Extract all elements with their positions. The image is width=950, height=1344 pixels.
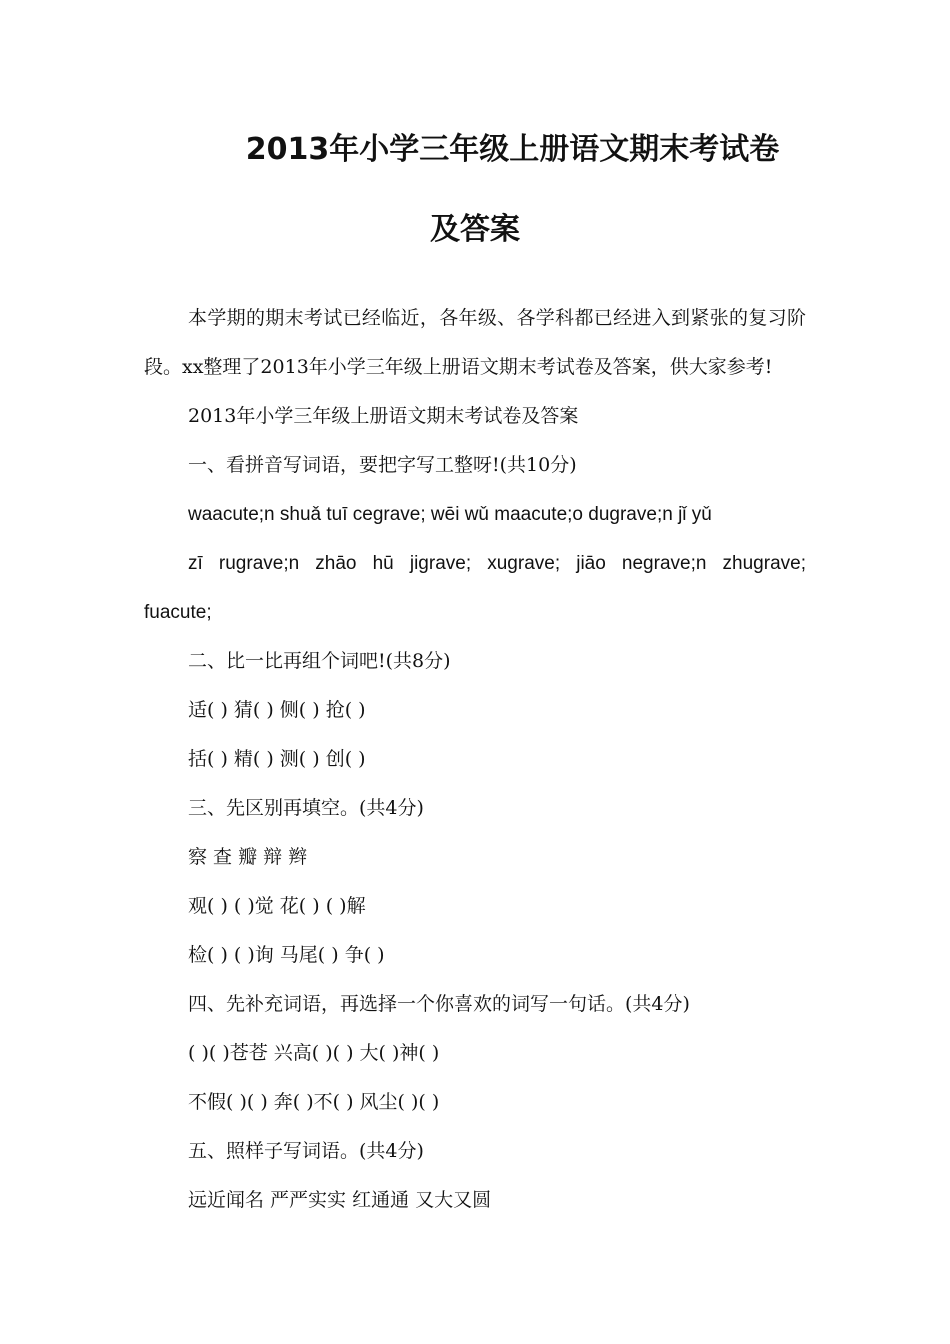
document-title	[144, 110, 806, 270]
section-4-row-2: 不假( )( ) 奔( )不( ) 风尘( )( )	[188, 1091, 440, 1113]
section-3-row-2: 检( ) ( )询 马尾( ) 争( )	[188, 944, 385, 966]
section-2-row-1: 适( ) 猜( ) 侧( ) 抢( )	[188, 699, 366, 721]
document-body	[144, 294, 806, 1225]
pinyin-line-1: waacute;n shuǎ tuī cegrave; wēi wǔ maacute;o dugrave;n jǐ yǔ	[188, 504, 712, 525]
pinyin-paragraph-2	[144, 539, 806, 637]
pinyin-line-3: fuacute;	[144, 602, 212, 623]
section-3-chars: 察 查 瓣 辩 辫	[188, 846, 308, 868]
section-1-heading: 一、看拼音写词语，要把字写工整呀!(共10分)	[188, 454, 577, 476]
section-5-examples: 远近闻名 严严实实 红通通 又大又圆	[188, 1189, 492, 1211]
title-line-1: 2013年小学三年级上册语文期末考试卷	[245, 132, 780, 167]
section-2-heading: 二、比一比再组个词吧!(共8分)	[188, 650, 451, 672]
section-3-row-1: 观( ) ( )觉 花( ) ( )解	[188, 895, 366, 917]
document-page	[144, 110, 806, 1225]
section-3-heading: 三、先区别再填空。(共4分)	[188, 797, 424, 819]
pinyin-line-2: zī rugrave;n zhāo hū jigrave; xugrave; jiāo negrave;n zhugrave;	[188, 553, 806, 574]
intro-paragraph: 本学期的期末考试已经临近，各年级、各学科都已经进入到紧张的复习阶段。xx整理了2013年小学三年级上册语文期末考试卷及答案，供大家参考!	[144, 307, 806, 378]
section-4-row-1: ( )( )苍苍 兴高( )( ) 大( )神( )	[188, 1042, 440, 1064]
section-5-heading: 五、照样子写词语。(共4分)	[188, 1140, 424, 1162]
section-2-row-2: 括( ) 精( ) 测( ) 创( )	[188, 748, 366, 770]
title-line-2: 及答案	[430, 212, 520, 247]
section-4-heading: 四、先补充词语，再选择一个你喜欢的词写一句话。(共4分)	[188, 993, 690, 1015]
subtitle-paragraph: 2013年小学三年级上册语文期末考试卷及答案	[188, 405, 579, 427]
